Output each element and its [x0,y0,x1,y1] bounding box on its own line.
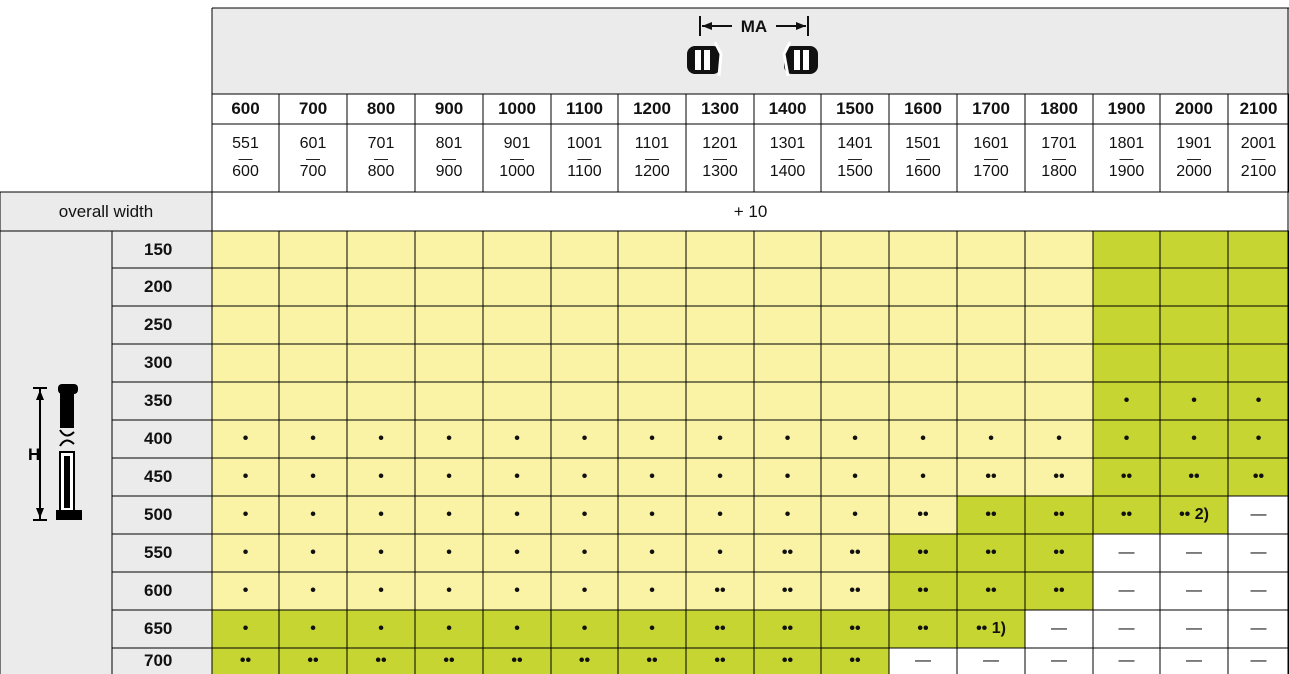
h-label: H [28,445,41,464]
height-label: 500 [112,496,212,534]
width-range [957,124,1025,192]
table-cell: •• [415,648,483,674]
table-cell [1093,306,1160,344]
table-cell [1228,344,1289,382]
range-to: 700 [299,163,327,180]
range-dash: — [577,150,592,166]
table-cell [754,231,821,268]
table-cell [686,344,754,382]
table-cell [821,344,889,382]
table-cell [415,268,483,306]
range-from: 601 [299,135,327,152]
table-cell [957,268,1025,306]
width-range [889,124,957,192]
track-gap-icon [212,8,1289,94]
table-cell [1093,268,1160,306]
height-label: 250 [112,306,212,344]
table-cell [957,231,1025,268]
table-cell [1025,382,1093,420]
table-cell: — [1160,610,1228,648]
side-diagram [0,231,112,674]
width-range [1160,124,1228,192]
table-cell: • [821,496,889,534]
height-label: 400 [112,420,212,458]
range-to: 1500 [837,163,873,180]
table-cell: • [618,572,686,610]
table-cell [889,268,957,306]
header-banner [212,8,1289,94]
table-cell: • [212,458,279,496]
range-dash: — [780,150,795,166]
table-cell: • [415,420,483,458]
table-cell: • [686,458,754,496]
table-cell: • [551,572,618,610]
table-cell [1093,231,1160,268]
width-header: 1000 [498,99,536,118]
height-label: 650 [112,610,212,648]
table-cell: •• [1025,572,1093,610]
table-cell: — [1228,572,1289,610]
table-cell: • [279,610,347,648]
table-cell [618,382,686,420]
width-header: 1900 [1107,99,1146,118]
table-cell [618,231,686,268]
table-cell [821,231,889,268]
table-cell: •• [754,534,821,572]
height-label: 150 [112,231,212,268]
range-from: 1801 [1108,135,1145,152]
table-cell [754,344,821,382]
table-cell [618,306,686,344]
table-cell [279,306,347,344]
table-cell: • [1228,420,1289,458]
table-cell [212,382,279,420]
range-to: 1400 [769,163,806,180]
table-cell: — [1228,648,1289,674]
table-cell: — [1025,610,1093,648]
table-cell [1093,344,1160,382]
height-label: 550 [112,534,212,572]
table-cell: •• [347,648,415,674]
range-to: 900 [435,163,463,180]
table-cell [551,382,618,420]
range-dash: — [713,150,727,166]
table-cell: •• 1) [957,610,1025,648]
ma-label: MA [740,17,768,36]
table-cell [212,231,279,268]
table-cell: •• [551,648,618,674]
range-dash: — [1187,150,1201,166]
table-cell: •• [889,572,957,610]
table-cell [1160,268,1228,306]
table-cell: •• [1228,458,1289,496]
table-cell [889,382,957,420]
table-cell: • [483,420,551,458]
table-cell [618,268,686,306]
table-cell: •• [754,610,821,648]
width-range [551,124,618,192]
table-cell: • [347,534,415,572]
table-cell: • [347,496,415,534]
width-range [1025,124,1093,192]
table-cell: • [212,496,279,534]
table-cell: • [686,534,754,572]
table-cell [686,231,754,268]
table-cell: •• [279,648,347,674]
table-cell: • [415,572,483,610]
range-dash: — [510,150,524,166]
height-label: 700 [112,648,212,674]
table-cell: • [483,534,551,572]
range-to: 1100 [567,163,602,180]
range-dash: — [916,150,930,166]
table-cell [889,231,957,268]
width-range [618,124,686,192]
table-cell [415,344,483,382]
table-cell [212,268,279,306]
range-dash: — [645,150,659,166]
table-cell: •• 2) [1160,496,1228,534]
table-cell [347,268,415,306]
table-cell: • [1093,382,1160,420]
table-cell: • [483,458,551,496]
table-cell: • [821,420,889,458]
range-dash: — [374,150,388,166]
table-cell [415,306,483,344]
table-cell [415,231,483,268]
width-header: 700 [298,99,328,118]
width-range [1093,124,1160,192]
table-cell: • [1160,420,1228,458]
width-header: 1300 [701,99,739,118]
width-header: 600 [231,99,260,118]
table-cell [551,231,618,268]
range-from: 801 [435,135,463,152]
table-cell: • [415,458,483,496]
table-cell: •• [1025,496,1093,534]
table-cell: — [1160,648,1228,674]
table-cell: •• [1093,458,1160,496]
width-range [483,124,551,192]
table-cell [1228,306,1289,344]
range-from: 701 [367,135,395,152]
range-dash: — [306,150,320,166]
table-cell: • [618,534,686,572]
table-cell: • [212,420,279,458]
table-cell [483,231,551,268]
table-cell [957,306,1025,344]
range-to: 1800 [1041,163,1077,180]
range-dash: — [848,150,862,166]
table-cell: •• [957,458,1025,496]
range-to: 1200 [634,163,670,180]
width-header: 1100 [566,99,603,118]
table-cell: — [1228,496,1289,534]
table-cell: • [618,610,686,648]
table-cell: • [754,496,821,534]
table-cell: •• [686,572,754,610]
table-cell: • [347,458,415,496]
width-range [279,124,347,192]
table-cell: — [1228,534,1289,572]
table-cell [957,344,1025,382]
table-cell: •• [957,534,1025,572]
range-to: 1700 [973,163,1009,180]
table-cell [347,344,415,382]
table-cell: • [212,610,279,648]
width-header: 1700 [972,99,1010,118]
table-cell: •• [1160,458,1228,496]
range-from: 1301 [769,135,806,152]
range-from: 1701 [1041,135,1077,152]
range-to: 1900 [1108,163,1145,180]
table-cell [347,382,415,420]
table-cell: •• [754,572,821,610]
table-cell: •• [1025,534,1093,572]
table-cell [279,231,347,268]
table-cell [686,306,754,344]
table-cell [754,268,821,306]
table-cell: •• [686,610,754,648]
table-cell: •• [889,534,957,572]
table-cell: • [415,496,483,534]
table-cell: • [1160,382,1228,420]
height-label: 200 [112,268,212,306]
width-header: 1600 [904,99,942,118]
table-cell: — [1160,572,1228,610]
range-from: 1401 [837,135,873,152]
table-cell [1228,268,1289,306]
table-cell: • [889,420,957,458]
table-cell [1025,306,1093,344]
range-from: 901 [503,135,531,152]
table-cell: • [212,572,279,610]
table-cell [1025,268,1093,306]
width-range [754,124,821,192]
range-dash: — [442,150,456,166]
table-cell [957,382,1025,420]
width-header: 2000 [1175,99,1213,118]
table-cell: • [279,572,347,610]
table-cell: •• [754,648,821,674]
range-to: 2000 [1176,163,1212,180]
table-cell: • [279,458,347,496]
table-cell [1160,231,1228,268]
table-cell [754,306,821,344]
table-cell [415,382,483,420]
range-to: 1000 [499,163,535,180]
table-cell: • [279,534,347,572]
height-label: 350 [112,382,212,420]
height-label: 300 [112,344,212,382]
table-cell [1025,344,1093,382]
width-range [347,124,415,192]
table-cell [279,382,347,420]
table-cell [821,382,889,420]
table-cell: •• [957,496,1025,534]
table-cell: — [1025,648,1093,674]
range-dash: — [238,150,253,166]
table-cell [483,306,551,344]
range-to: 600 [232,163,259,180]
range-dash: — [1251,150,1266,166]
table-cell: — [889,648,957,674]
table-cell: •• [957,572,1025,610]
table-cell [347,306,415,344]
table-cell: • [347,610,415,648]
table-cell: — [1160,534,1228,572]
width-header: 1200 [633,99,671,118]
table-cell [279,268,347,306]
table-cell: • [618,458,686,496]
width-header: 2100 [1239,99,1278,118]
table-cell: • [212,534,279,572]
table-cell: •• [889,610,957,648]
table-cell [483,268,551,306]
table-cell [754,382,821,420]
table-cell: • [686,496,754,534]
table-cell [279,344,347,382]
table-cell: •• [821,534,889,572]
table-cell: •• [686,648,754,674]
range-to: 1300 [702,163,738,180]
height-label: 600 [112,572,212,610]
table-cell: •• [212,648,279,674]
table-cell [1228,231,1289,268]
table-cell: • [483,572,551,610]
table-cell: •• [821,572,889,610]
table-cell [347,231,415,268]
table-cell [483,344,551,382]
table-cell: •• [618,648,686,674]
table-cell: — [957,648,1025,674]
table-cell: — [1093,572,1160,610]
table-cell: • [1025,420,1093,458]
width-header: 1800 [1040,99,1078,118]
width-header: 800 [366,99,396,118]
range-from: 551 [232,135,259,152]
range-from: 1101 [634,135,670,152]
range-dash: — [984,150,998,166]
table-cell: • [551,610,618,648]
range-dash: — [1119,150,1134,166]
table-cell: • [618,496,686,534]
width-header: 1400 [768,99,807,118]
width-header: 1500 [836,99,874,118]
table-cell: • [1093,420,1160,458]
table-cell: •• [821,648,889,674]
table-cell: — [1093,648,1160,674]
table-cell: • [279,420,347,458]
table-cell [889,344,957,382]
table-cell [212,306,279,344]
width-range [821,124,889,192]
range-from: 2001 [1240,135,1277,152]
table-cell: • [551,534,618,572]
table-cell: • [618,420,686,458]
table-cell: •• [1093,496,1160,534]
table-cell: • [415,610,483,648]
table-cell [889,306,957,344]
range-to: 2100 [1240,163,1277,180]
table-cell: • [279,496,347,534]
overall-width-value: + 10 [733,201,768,221]
width-range [686,124,754,192]
table-cell: — [1093,534,1160,572]
table-cell [551,344,618,382]
table-cell [1160,306,1228,344]
table-cell: • [1228,382,1289,420]
width-range [1228,124,1289,192]
table-cell: • [821,458,889,496]
range-from: 1601 [973,135,1009,152]
table-cell: • [957,420,1025,458]
table-cell: • [551,420,618,458]
table-cell [551,306,618,344]
height-label: 450 [112,458,212,496]
table-cell: • [686,420,754,458]
table-cell: • [347,420,415,458]
table-cell: •• [889,496,957,534]
table-cell: •• [1025,458,1093,496]
width-header: 900 [434,99,464,118]
table-cell: • [551,496,618,534]
table-cell: • [347,572,415,610]
table-cell: • [551,458,618,496]
range-to: 1600 [905,163,941,180]
table-cell [551,268,618,306]
table-cell: • [483,496,551,534]
table-cell: — [1228,610,1289,648]
table-cell [686,382,754,420]
table-cell: • [889,458,957,496]
table-cell: • [415,534,483,572]
table-cell: •• [821,610,889,648]
range-from: 1201 [702,135,738,152]
table-cell: •• [483,648,551,674]
table-cell: • [483,610,551,648]
width-range [212,124,279,192]
table-cell [686,268,754,306]
table-cell: — [1093,610,1160,648]
range-to: 800 [367,163,395,180]
table-cell [212,344,279,382]
overall-width-label: overall width [0,192,212,231]
table-cell [618,344,686,382]
table-cell [1025,231,1093,268]
table-cell [821,268,889,306]
table-cell [483,382,551,420]
table-cell [1160,344,1228,382]
range-from: 1001 [566,135,603,152]
table-cell [821,306,889,344]
range-from: 1501 [905,135,941,152]
range-from: 1901 [1176,135,1212,152]
table-cell: • [754,420,821,458]
table-cell: • [754,458,821,496]
width-range [415,124,483,192]
range-dash: — [1052,150,1066,166]
